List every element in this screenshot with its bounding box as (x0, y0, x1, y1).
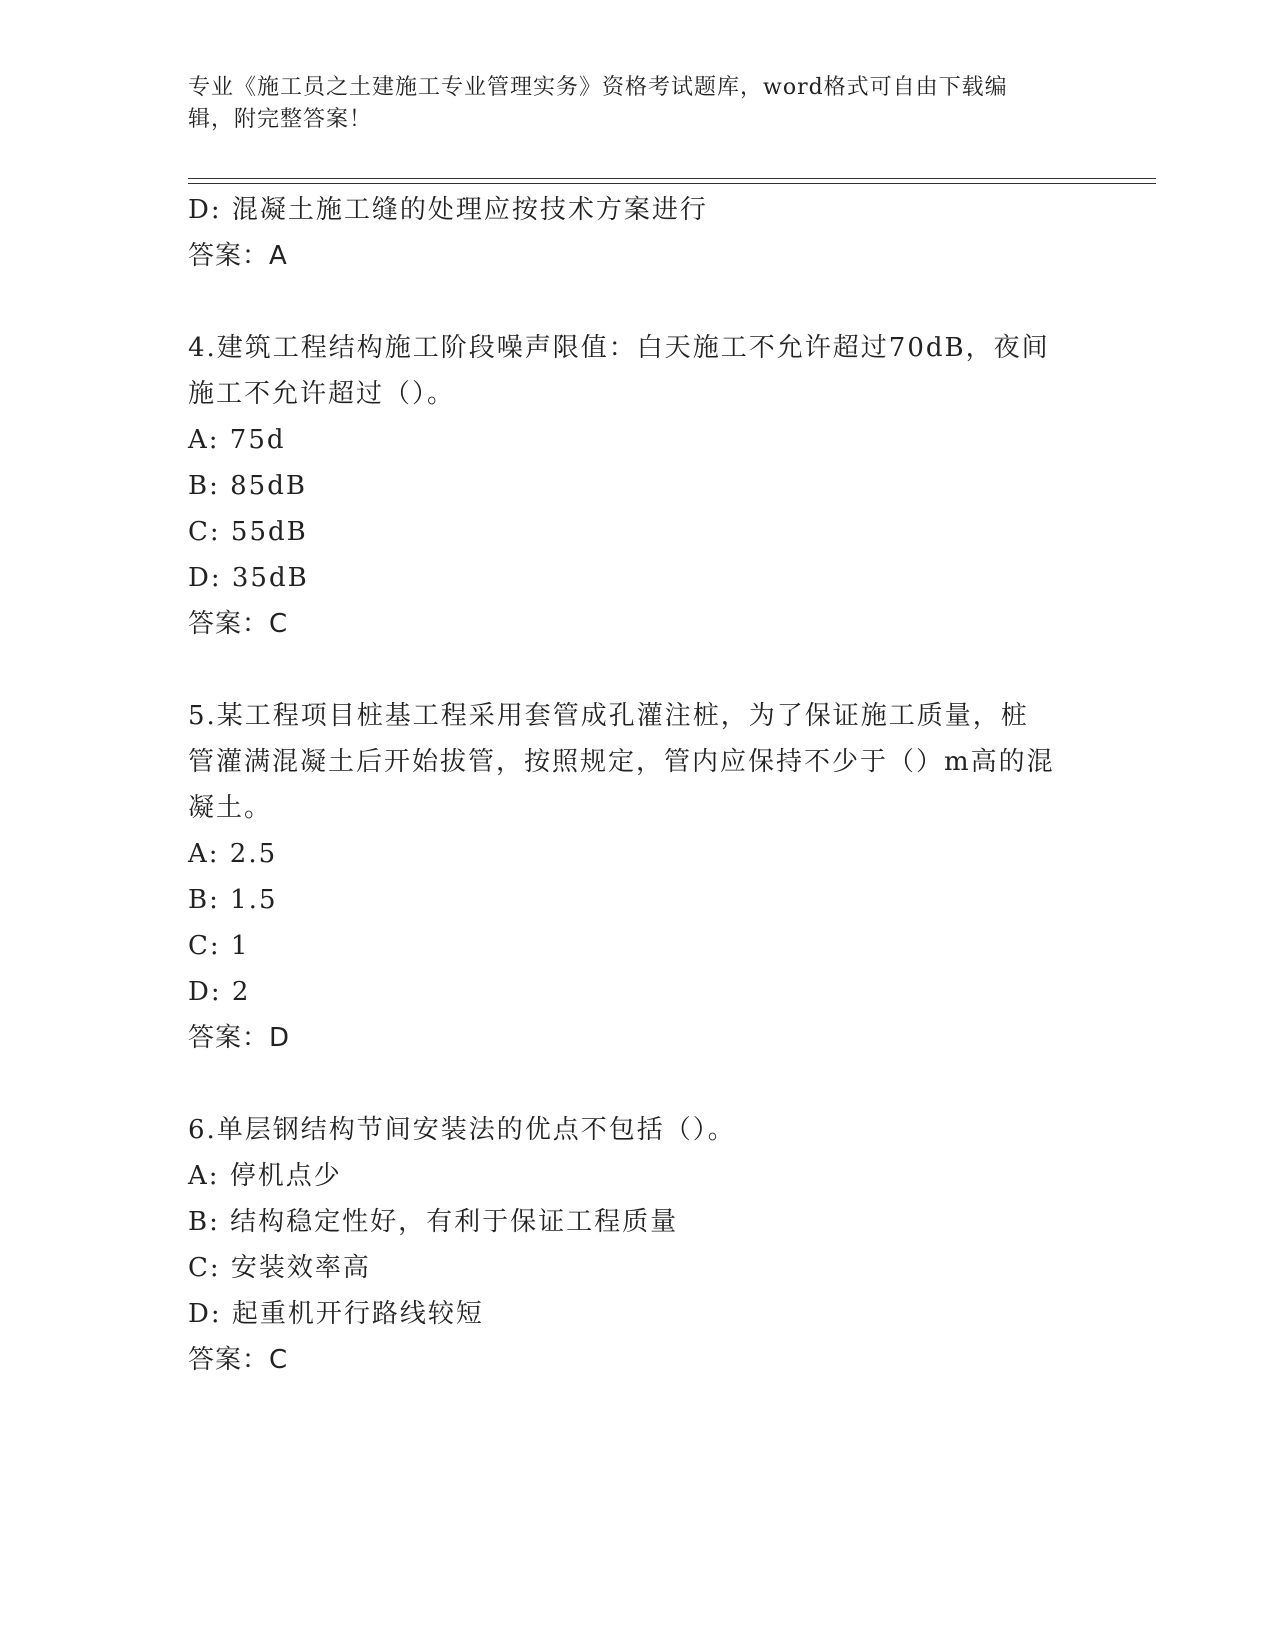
q6-option-a: A: 停机点少 (188, 1161, 342, 1191)
page-header (188, 72, 1068, 136)
q4-option-c: C: 55dB (188, 517, 308, 547)
header-line-1: 专业《施工员之土建施工专业管理实务》资格考试题库，word格式可自由下载编 (188, 75, 1008, 100)
q5-stem-line-3: 凝土。 (188, 793, 273, 823)
question-3-tail (188, 187, 1088, 279)
q3-option-d: D: 混凝土施工缝的处理应按技术方案进行 (188, 195, 708, 225)
q5-stem-line-1: 5.某工程项目桩基工程采用套管成孔灌注桩，为了保证施工质量，桩 (188, 701, 1029, 731)
q4-option-a: A: 75d (188, 425, 286, 455)
q5-answer: 答案：D (188, 1023, 291, 1053)
spacer (188, 647, 1088, 693)
q6-option-d: D: 起重机开行路线较短 (188, 1299, 484, 1329)
question-6 (188, 1107, 1088, 1383)
q4-stem-line-2: 施工不允许超过（）。 (188, 379, 456, 409)
q5-option-c: C: 1 (188, 931, 250, 961)
q5-option-a: A: 2.5 (188, 839, 278, 869)
header-divider-top (188, 178, 1156, 179)
document-body (188, 187, 1088, 1383)
q3-answer: 答案：A (188, 241, 288, 271)
q5-option-d: D: 2 (188, 977, 251, 1007)
q6-option-b: B: 结构稳定性好，有利于保证工程质量 (188, 1207, 679, 1237)
question-4 (188, 325, 1088, 647)
q6-stem-line-1: 6.单层钢结构节间安装法的优点不包括（）。 (188, 1115, 736, 1145)
question-5 (188, 693, 1088, 1061)
q4-option-b: B: 85dB (188, 471, 307, 501)
q5-option-b: B: 1.5 (188, 885, 278, 915)
header-divider-bottom (188, 183, 1156, 184)
q6-option-c: C: 安装效率高 (188, 1253, 371, 1283)
header-line-2: 辑，附完整答案！ (188, 107, 373, 132)
spacer (188, 1061, 1088, 1107)
q5-stem-line-2: 管灌满混凝土后开始拔管，按照规定，管内应保持不少于（）m高的混 (188, 747, 1055, 777)
q4-stem-line-1: 4.建筑工程结构施工阶段噪声限值：白天施工不允许超过70dB，夜间 (188, 333, 1050, 363)
q4-answer: 答案：C (188, 609, 289, 639)
q6-answer: 答案：C (188, 1345, 289, 1375)
q4-option-d: D: 35dB (188, 563, 309, 593)
spacer (188, 279, 1088, 325)
